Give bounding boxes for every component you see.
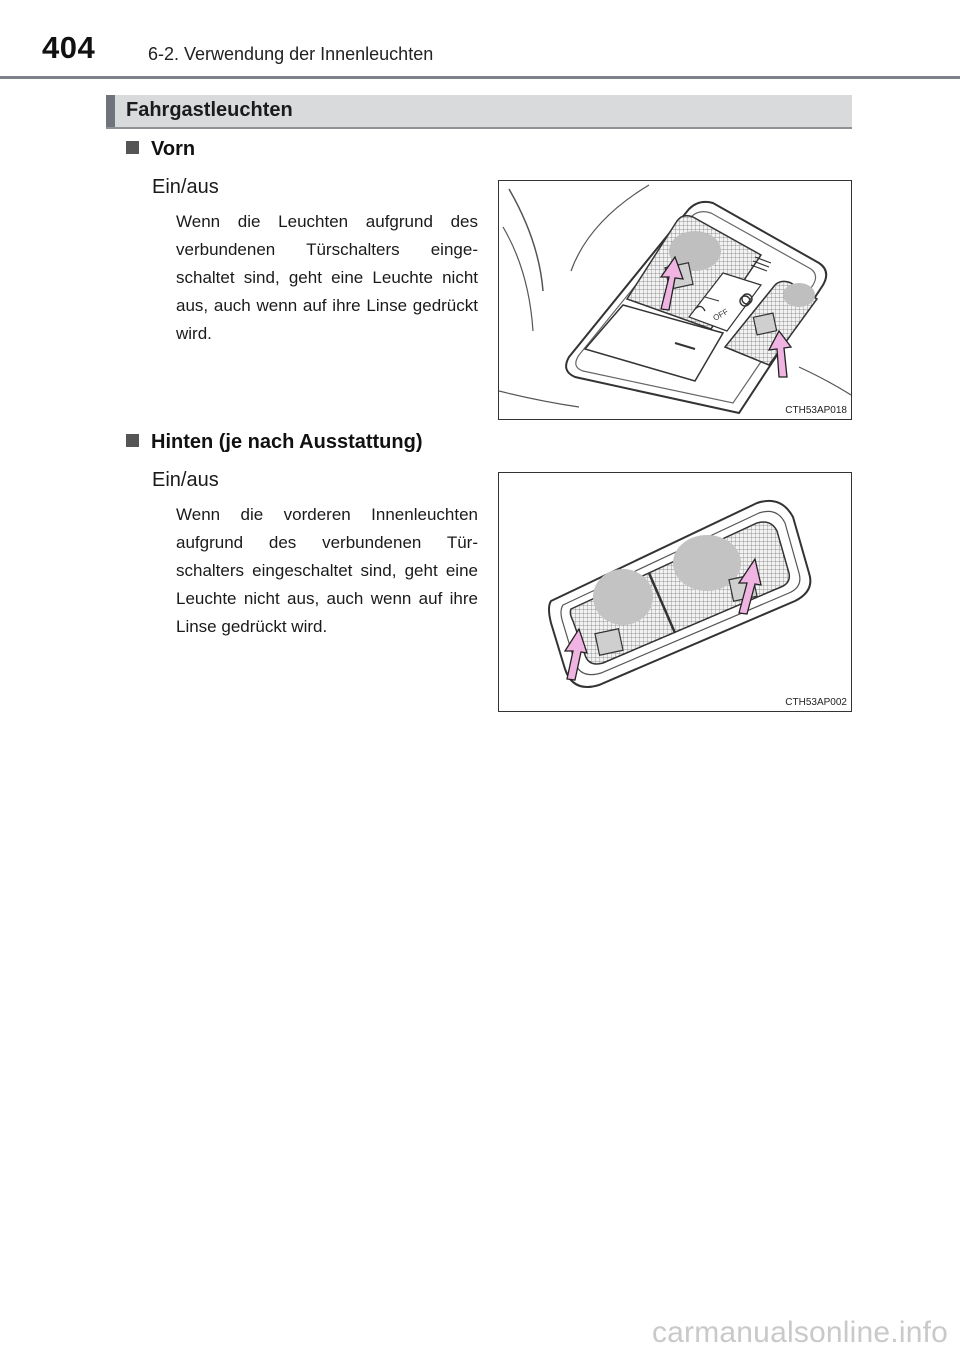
rear-lamp-illustration — [499, 473, 852, 712]
watermark: carmanualsonline.info — [651, 1316, 948, 1349]
front-heading-text: Vorn — [151, 138, 196, 160]
rear-description: Wenn die vorderen Innenleuchten aufgrund des verbundenen Tür-schalters eingeschaltet sind, geht eine Leuchte nicht aus, auch wenn auf ihre Linse gedrückt wird. — [176, 505, 478, 636]
chapter-title: 6-2. Verwendung der Innenleuchten — [148, 44, 434, 64]
page-number: 404 — [42, 30, 96, 65]
rear-onoff-label: Ein/aus — [152, 469, 219, 491]
front-description: Wenn die Leuchten aufgrund des verbundenen Türschalters einge-schaltet sind, geht eine Leuchte nicht aus, auch wenn auf ihre Linse gedrückt wird. — [176, 212, 478, 343]
rear-lamp-figure — [498, 472, 852, 712]
front-figure-code: CTH53AP018 — [785, 405, 847, 416]
front-heading — [126, 138, 195, 161]
header-divider — [0, 76, 960, 79]
rear-figure-code: CTH53AP002 — [785, 697, 847, 708]
square-bullet-icon — [126, 434, 139, 447]
front-overhead-console-illustration — [499, 181, 852, 420]
front-lamp-figure — [498, 180, 852, 420]
section-header — [106, 95, 852, 129]
section-title: Fahrgastleuchten — [126, 99, 293, 121]
square-bullet-icon — [126, 141, 139, 154]
front-onoff-label: Ein/aus — [152, 176, 219, 198]
section-accent — [106, 95, 115, 127]
rear-heading — [126, 431, 422, 454]
front-figure-off-label: OFF — [711, 306, 730, 323]
rear-heading-text: Hinten (je nach Ausstattung) — [151, 431, 423, 453]
